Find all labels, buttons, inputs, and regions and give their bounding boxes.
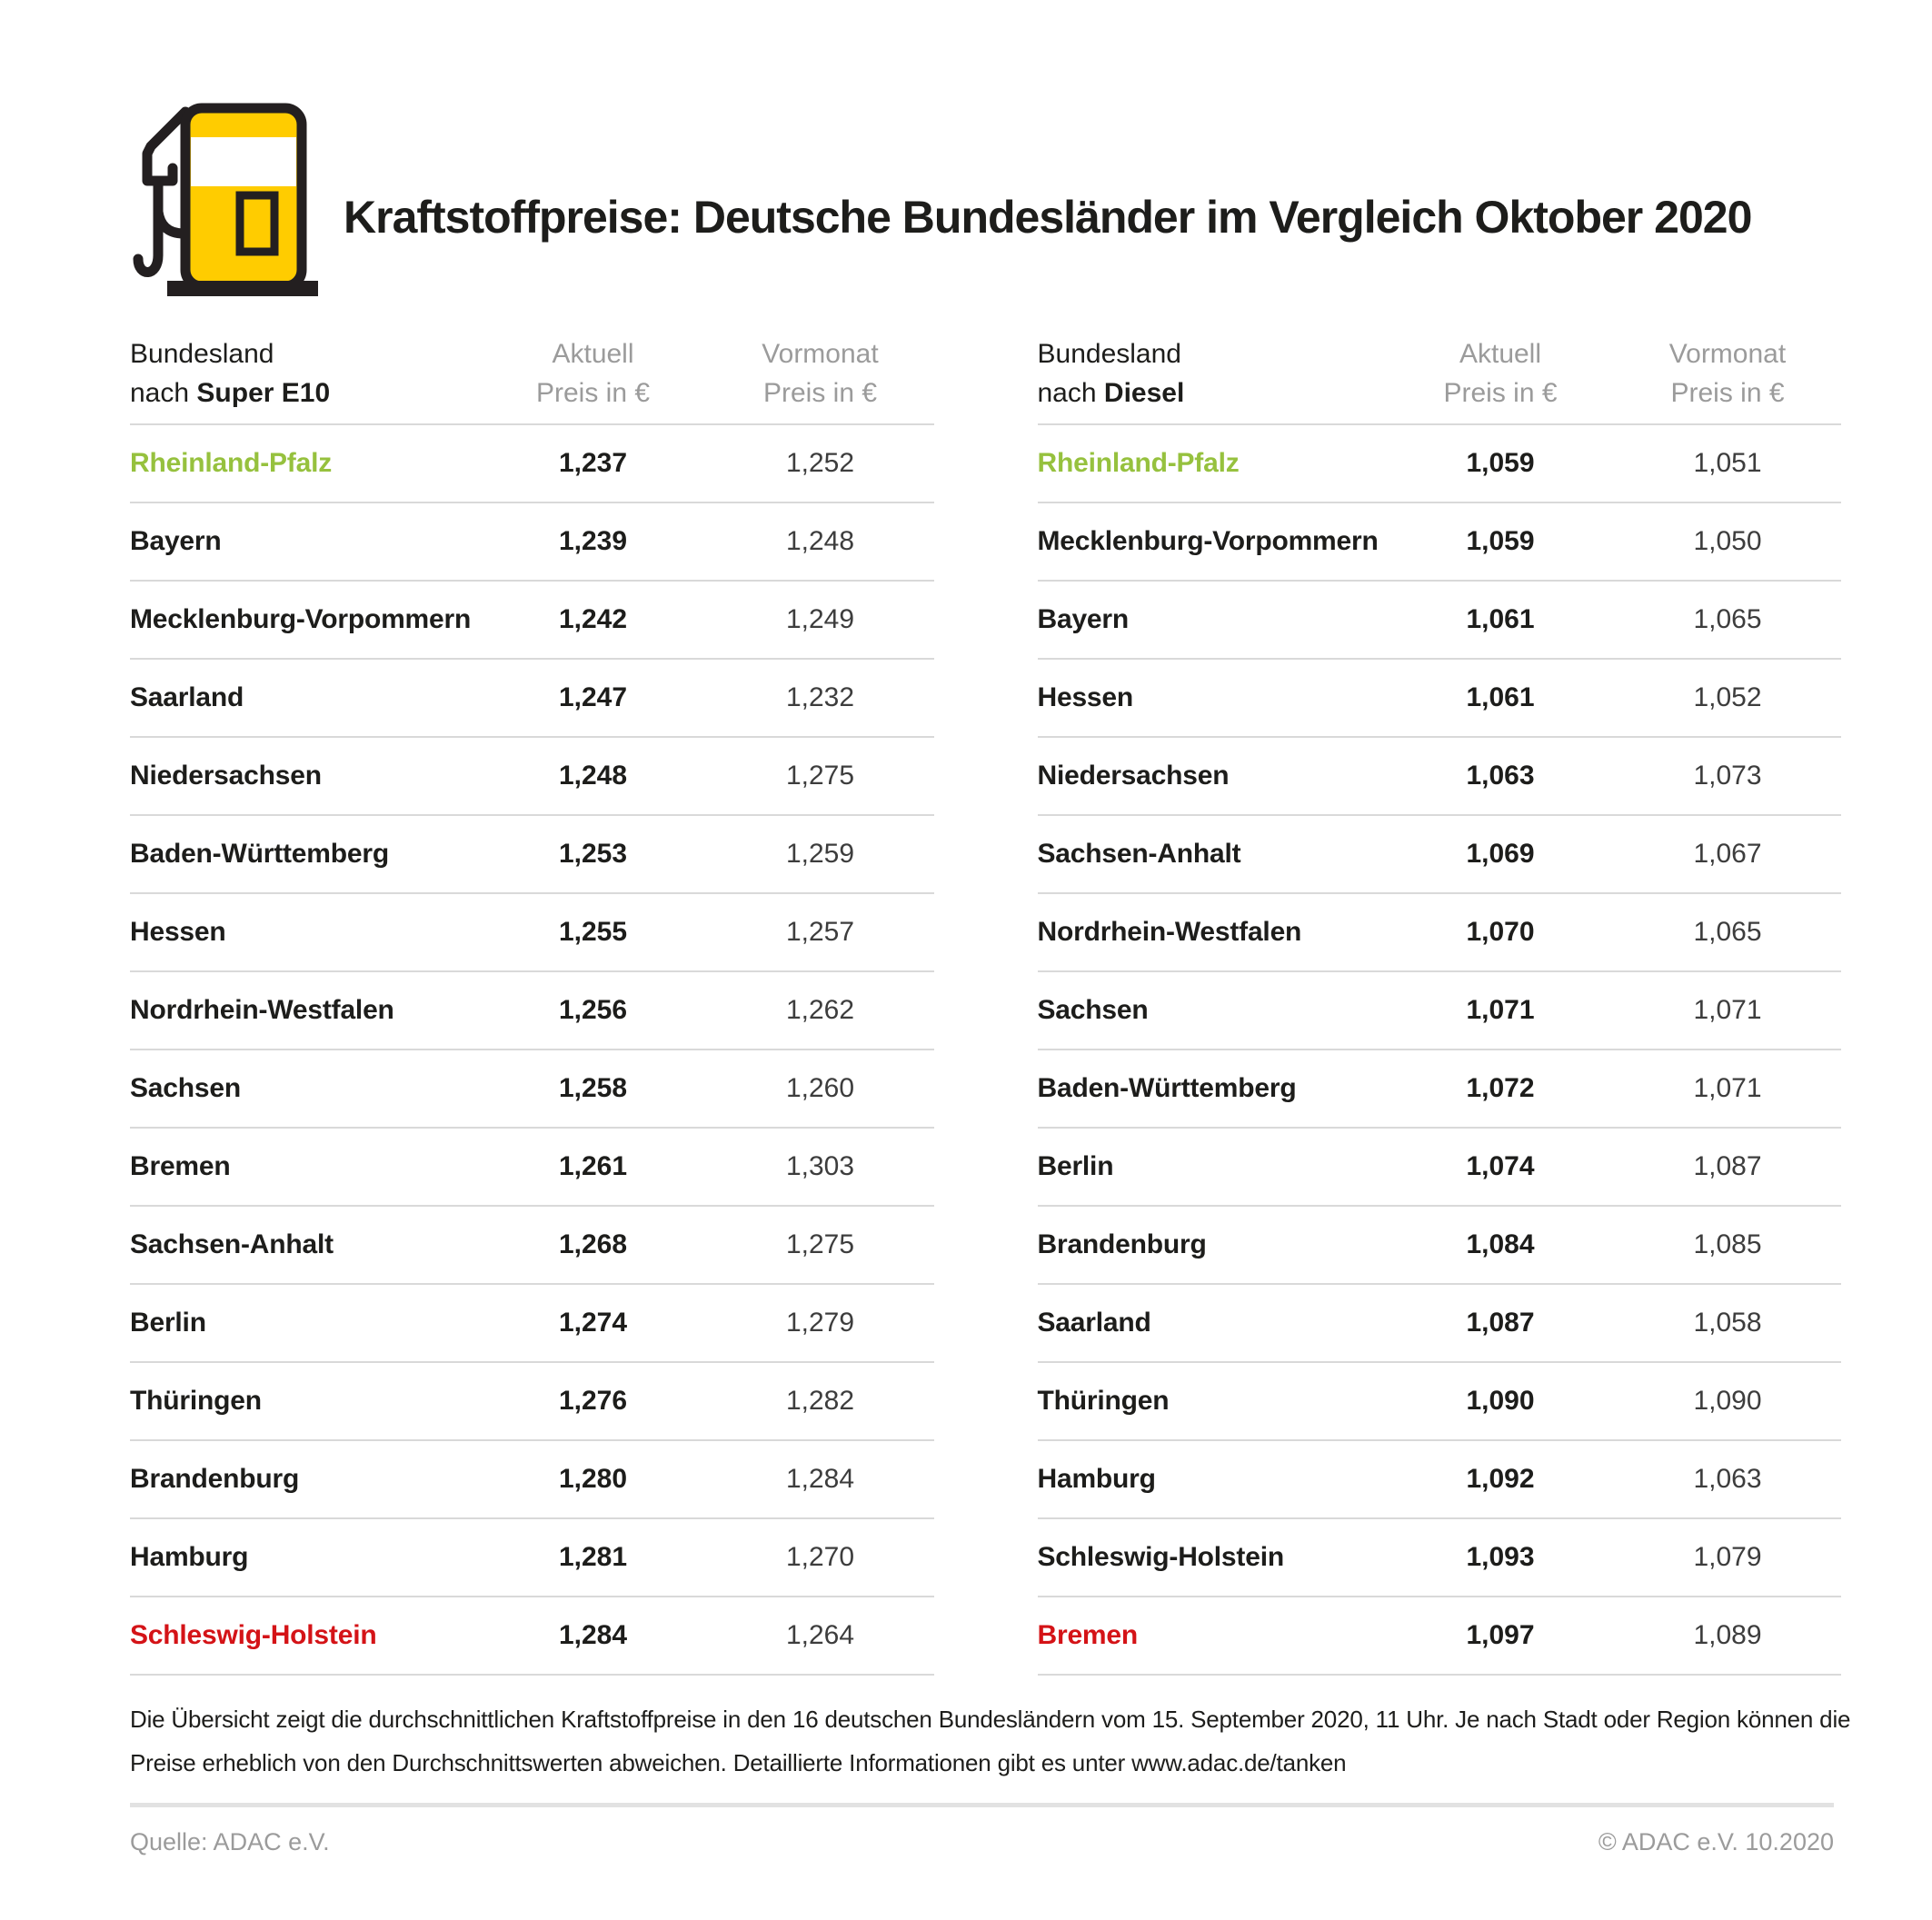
- page-footer: [130, 1828, 1834, 1856]
- state-name: Mecklenburg-Vorpommern: [130, 604, 472, 634]
- previous-month-price: 1,089: [1693, 1620, 1762, 1650]
- header-bundesland-label: Bundesland: [1037, 339, 1181, 369]
- state-name: Rheinland-Pfalz: [1037, 448, 1240, 478]
- previous-month-price: 1,303: [785, 1151, 855, 1181]
- pump-hose: [138, 181, 158, 273]
- state-name: Bremen: [130, 1151, 231, 1181]
- table-super-e10: [130, 334, 934, 1676]
- table-row: [1038, 1050, 1842, 1129]
- previous-month-price: 1,079: [1693, 1542, 1762, 1572]
- state-name: Bremen: [1037, 1620, 1139, 1650]
- state-name: Mecklenburg-Vorpommern: [1037, 526, 1379, 556]
- table-row: [130, 1597, 934, 1676]
- previous-month-price: 1,270: [785, 1542, 855, 1572]
- previous-month-price: 1,275: [785, 761, 855, 791]
- current-price: 1,237: [558, 448, 628, 478]
- column-header-vormonat: Vormonat Preis in €: [1668, 339, 1787, 408]
- table-row: [1038, 1519, 1842, 1597]
- pump-base: [167, 281, 318, 296]
- table-row: [130, 894, 934, 972]
- table-header: [1038, 334, 1842, 425]
- footnote-line-1: Die Übersicht zeigt die durchschnittlichen Kraftstoffpreise in den 16 deutschen Bundesländern vom 15. September 2020, 11 Uhr. Je nach Stadt oder Region können die: [130, 1706, 1851, 1733]
- table-row: [1038, 1285, 1842, 1363]
- previous-month-price: 1,051: [1693, 448, 1762, 478]
- previous-month-price: 1,275: [785, 1229, 855, 1259]
- table-row: [1038, 1207, 1842, 1285]
- previous-month-price: 1,050: [1693, 526, 1762, 556]
- state-name: Schleswig-Holstein: [130, 1620, 377, 1650]
- current-price: 1,255: [558, 917, 628, 947]
- current-price: 1,281: [558, 1542, 628, 1572]
- state-name: Berlin: [130, 1308, 206, 1338]
- table-row: [1038, 1597, 1842, 1676]
- previous-month-price: 1,259: [785, 839, 855, 869]
- current-price: 1,069: [1466, 839, 1535, 869]
- state-name: Bayern: [130, 526, 222, 556]
- current-price: 1,061: [1466, 604, 1535, 634]
- current-price: 1,239: [558, 526, 628, 556]
- current-price: 1,247: [558, 682, 628, 712]
- footnote: [130, 1697, 1875, 1785]
- footer-divider: [130, 1803, 1834, 1807]
- table-row: [1038, 816, 1842, 894]
- current-price: 1,280: [558, 1464, 628, 1494]
- table-row: [130, 1441, 934, 1519]
- footnote-line-2: Preise erheblich von den Durchschnittswerten abweichen. Detaillierte Informationen gibt es unter www.adac.de/tanken: [130, 1749, 1347, 1776]
- header-fuel-label: nach Diesel: [1037, 378, 1185, 408]
- table-row: [130, 503, 934, 582]
- current-price: 1,063: [1466, 761, 1535, 791]
- state-name: Baden-Württemberg: [1037, 1073, 1297, 1103]
- page-title: Kraftstoffpreise: Deutsche Bundesländer im Vergleich Oktober 2020: [344, 192, 1752, 243]
- current-price: 1,059: [1466, 526, 1535, 556]
- table-row: [1038, 660, 1842, 738]
- current-price: 1,090: [1466, 1386, 1535, 1416]
- state-name: Niedersachsen: [130, 761, 322, 791]
- current-price: 1,084: [1466, 1229, 1535, 1259]
- previous-month-price: 1,085: [1693, 1229, 1762, 1259]
- state-name: Brandenburg: [1037, 1229, 1207, 1259]
- state-name: Hessen: [130, 917, 226, 947]
- state-name: Bayern: [1037, 604, 1130, 634]
- table-row: [130, 1285, 934, 1363]
- table-row: [1038, 1363, 1842, 1441]
- copyright-label: © ADAC e.V. 10.2020: [1598, 1828, 1834, 1855]
- tables-container: [130, 334, 1841, 1676]
- current-price: 1,061: [1466, 682, 1535, 712]
- table-row: [1038, 1129, 1842, 1207]
- previous-month-price: 1,067: [1693, 839, 1762, 869]
- current-price: 1,074: [1466, 1151, 1535, 1181]
- header-bundesland-label: Bundesland: [130, 339, 274, 369]
- state-name: Baden-Württemberg: [130, 839, 389, 869]
- table-body: [1038, 425, 1842, 1676]
- current-price: 1,059: [1466, 448, 1535, 478]
- state-name: Saarland: [1037, 1308, 1151, 1338]
- previous-month-price: 1,058: [1693, 1308, 1762, 1338]
- column-header-vormonat: Vormonat Preis in €: [762, 339, 879, 408]
- previous-month-price: 1,257: [785, 917, 855, 947]
- pump-nozzle: [147, 112, 185, 181]
- column-header-aktuell: Aktuell Preis in €: [1443, 339, 1558, 408]
- current-price: 1,072: [1466, 1073, 1535, 1103]
- state-name: Berlin: [1037, 1151, 1114, 1181]
- current-price: 1,248: [558, 761, 628, 791]
- previous-month-price: 1,282: [785, 1386, 855, 1416]
- current-price: 1,093: [1466, 1542, 1535, 1572]
- current-price: 1,258: [558, 1073, 628, 1103]
- previous-month-price: 1,073: [1693, 761, 1762, 791]
- state-name: Nordrhein-Westfalen: [1037, 917, 1302, 947]
- state-name: Rheinland-Pfalz: [130, 448, 333, 478]
- previous-month-price: 1,063: [1693, 1464, 1762, 1494]
- table-row: [1038, 894, 1842, 972]
- state-name: Saarland: [130, 682, 244, 712]
- previous-month-price: 1,087: [1693, 1151, 1762, 1181]
- page-header: [127, 94, 1751, 304]
- state-name: Thüringen: [1037, 1386, 1170, 1416]
- table-row: [130, 1129, 934, 1207]
- current-price: 1,261: [558, 1151, 628, 1181]
- table-row: [1038, 425, 1842, 503]
- state-name: Sachsen: [130, 1073, 241, 1103]
- table-row: [130, 1050, 934, 1129]
- table-body: [130, 425, 934, 1676]
- table-row: [1038, 582, 1842, 660]
- previous-month-price: 1,071: [1693, 995, 1762, 1025]
- column-header-bundesland: [130, 334, 480, 413]
- current-price: 1,097: [1466, 1620, 1535, 1650]
- state-name: Hamburg: [130, 1542, 249, 1572]
- pump-window: [240, 195, 274, 252]
- state-name: Hessen: [1037, 682, 1134, 712]
- current-price: 1,070: [1466, 917, 1535, 947]
- previous-month-price: 1,052: [1693, 682, 1762, 712]
- previous-month-price: 1,284: [785, 1464, 855, 1494]
- previous-month-price: 1,232: [785, 682, 855, 712]
- previous-month-price: 1,065: [1693, 604, 1762, 634]
- current-price: 1,242: [558, 604, 628, 634]
- current-price: 1,284: [558, 1620, 628, 1650]
- state-name: Nordrhein-Westfalen: [130, 995, 394, 1025]
- fuel-pump-icon: [127, 94, 333, 304]
- table-row: [130, 582, 934, 660]
- header-fuel-label: nach Super E10: [130, 378, 331, 408]
- table-row: [1038, 738, 1842, 816]
- current-price: 1,253: [558, 839, 628, 869]
- table-row: [130, 738, 934, 816]
- table-row: [1038, 1441, 1842, 1519]
- pump-display-band: [191, 137, 296, 186]
- table-row: [130, 816, 934, 894]
- current-price: 1,092: [1466, 1464, 1535, 1494]
- column-header-aktuell: Aktuell Preis in €: [535, 339, 651, 408]
- previous-month-price: 1,279: [785, 1308, 855, 1338]
- previous-month-price: 1,252: [785, 448, 855, 478]
- previous-month-price: 1,071: [1693, 1073, 1762, 1103]
- table-row: [1038, 972, 1842, 1050]
- current-price: 1,274: [558, 1308, 628, 1338]
- current-price: 1,276: [558, 1386, 628, 1416]
- current-price: 1,087: [1466, 1308, 1535, 1338]
- source-label: Quelle: ADAC e.V.: [130, 1828, 330, 1855]
- current-price: 1,071: [1466, 995, 1535, 1025]
- current-price: 1,268: [558, 1229, 628, 1259]
- table-row: [130, 1207, 934, 1285]
- table-diesel: [1038, 334, 1842, 1676]
- state-name: Sachsen-Anhalt: [1037, 839, 1241, 869]
- previous-month-price: 1,248: [785, 526, 855, 556]
- table-row: [130, 425, 934, 503]
- state-name: Schleswig-Holstein: [1037, 1542, 1284, 1572]
- state-name: Sachsen-Anhalt: [130, 1229, 334, 1259]
- previous-month-price: 1,260: [785, 1073, 855, 1103]
- column-header-bundesland: [1038, 334, 1388, 413]
- current-price: 1,256: [558, 995, 628, 1025]
- previous-month-price: 1,065: [1693, 917, 1762, 947]
- table-header: [130, 334, 934, 425]
- table-row: [130, 1519, 934, 1597]
- state-name: Niedersachsen: [1037, 761, 1230, 791]
- state-name: Brandenburg: [130, 1464, 300, 1494]
- previous-month-price: 1,249: [785, 604, 855, 634]
- table-row: [130, 972, 934, 1050]
- state-name: Sachsen: [1037, 995, 1149, 1025]
- previous-month-price: 1,090: [1693, 1386, 1762, 1416]
- previous-month-price: 1,262: [785, 995, 855, 1025]
- state-name: Thüringen: [130, 1386, 262, 1416]
- table-row: [1038, 503, 1842, 582]
- state-name: Hamburg: [1037, 1464, 1156, 1494]
- table-row: [130, 1363, 934, 1441]
- pump-hose-connector: [158, 212, 184, 234]
- previous-month-price: 1,264: [785, 1620, 855, 1650]
- table-row: [130, 660, 934, 738]
